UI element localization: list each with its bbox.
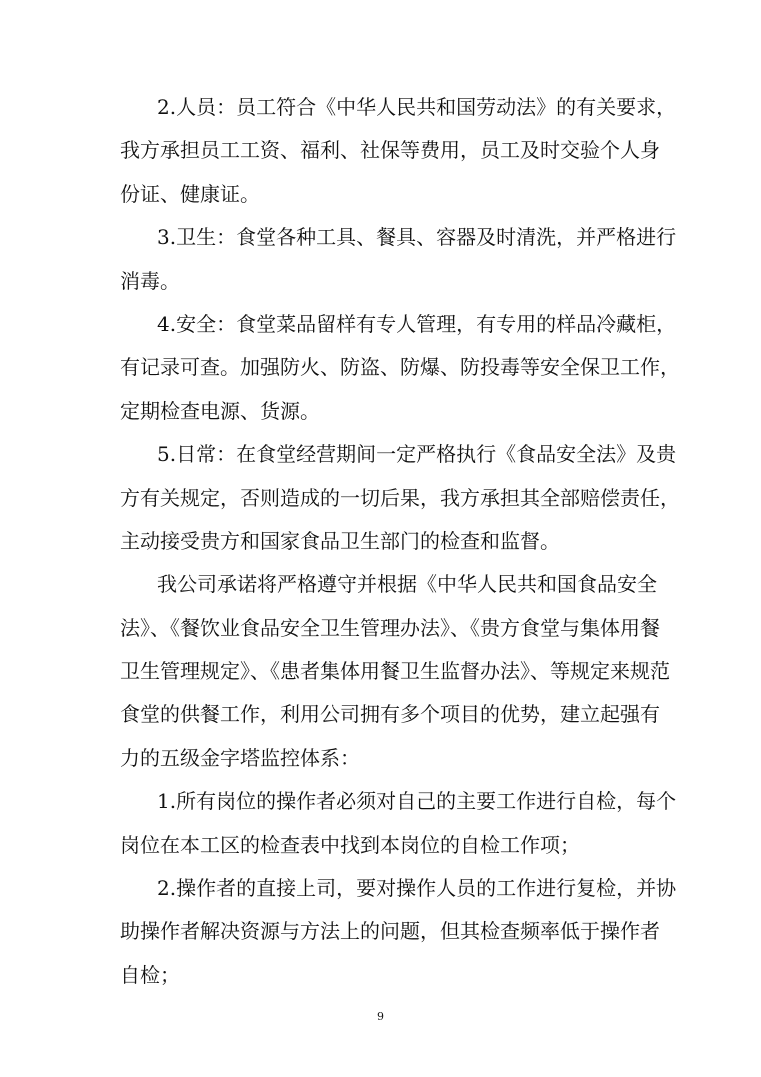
- paragraph-line: 5.日常：在食堂经营期间一定严格执行《食品安全法》及贵: [157, 442, 677, 467]
- paragraph-line: 3.卫生：食堂各种工具、餐具、容器及时清洗，并严格进行: [157, 225, 677, 250]
- paragraph-line: 定期检查电源、货源。: [120, 398, 320, 423]
- paragraph: [120, 780, 677, 867]
- paragraph-line: 消毒。: [120, 268, 180, 293]
- paragraph: [120, 216, 677, 303]
- paragraph-line: 有记录可查。加强防火、防盗、防爆、防投毒等安全保卫工作，: [120, 355, 680, 380]
- paragraph: [120, 433, 680, 563]
- paragraph-line: 法》、《餐饮业食品安全卫生管理办法》、《贵方食堂与集体用餐: [120, 615, 660, 640]
- paragraph-line: 我方承担员工工资、福利、社保等费用，员工及时交验个人身: [120, 138, 660, 163]
- paragraph-line: 2.人员：员工符合《中华人民共和国劳动法》的有关要求，: [157, 95, 677, 119]
- paragraph-line: 主动接受贵方和国家食品卫生部门的检查和监督。: [120, 528, 560, 553]
- paragraph-line: 自检；: [120, 962, 180, 987]
- paragraph-line: 力的五级金字塔监控体系：: [120, 745, 360, 770]
- paragraph-line: 食堂的供餐工作，利用公司拥有多个项目的优势，建立起强有: [120, 702, 660, 727]
- paragraph-line: 2.操作者的直接上司，要对操作人员的工作进行复检，并协: [157, 876, 677, 901]
- paragraph-line: 助操作者解决资源与方法上的问题，但其检查频率低于操作者: [120, 919, 660, 944]
- paragraph: [120, 867, 677, 997]
- paragraph: [120, 563, 670, 780]
- paragraph-line: 4.安全：食堂菜品留样有专人管理，有专用的样品冷藏柜，: [157, 311, 677, 336]
- document-body: [120, 86, 680, 997]
- paragraph-line: 卫生管理规定》、《患者集体用餐卫生监督办法》、等规定来规范: [120, 659, 670, 684]
- paragraph-line: 岗位在本工区的检查表中找到本岗位的自检工作项；: [120, 832, 580, 857]
- paragraph-line: 方有关规定，否则造成的一切后果，我方承担其全部赔偿责任，: [120, 485, 680, 510]
- paragraph: [120, 303, 680, 433]
- paragraph-line: 1.所有岗位的操作者必须对自己的主要工作进行自检，每个: [157, 789, 677, 814]
- paragraph-line: 份证、健康证。: [120, 181, 260, 206]
- paragraph: [120, 86, 677, 216]
- page-number: 9: [377, 1010, 384, 1023]
- paragraph-line: 我公司承诺将严格遵守并根据《中华人民共和国食品安全: [157, 572, 657, 597]
